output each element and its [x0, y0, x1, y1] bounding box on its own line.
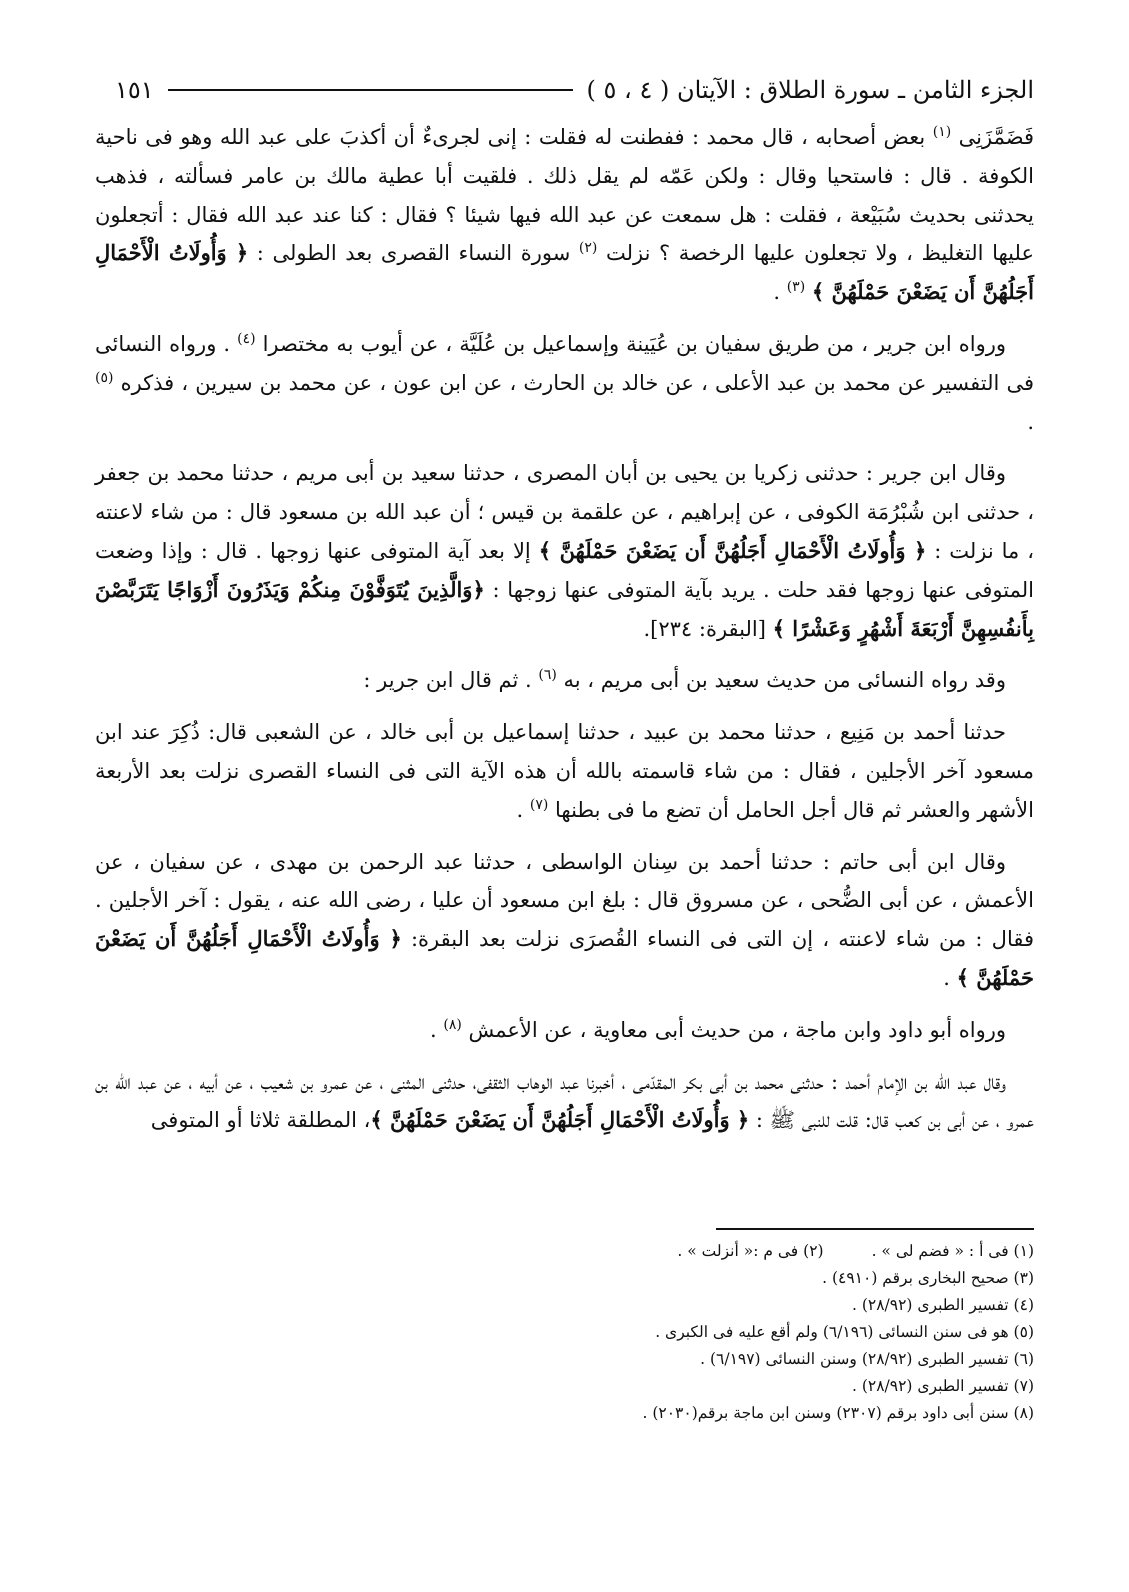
footnote-ref: (١): [932, 124, 952, 140]
footnote-6: (٦) تفسير الطبرى (٢٨/٩٢) وسنن النسائى (٦/١٩٧) .: [700, 1350, 1034, 1368]
text-run: وقال عبد الله بن الإمام أحمد : حدثنى محمد بن أبى بكر المقدّمى ، أخبرنا عبد الوهاب الثقفى، حدثنى المثنى ، عن عمرو بن شعيب ، عن أبيه ، عن عبد الله بن عمرو ، عن أبى بن كعب قال: قلت للنبى ﷺ :: [95, 1069, 1034, 1133]
footnote-7: (٧) تفسير الطبرى (٢٨/٩٢) .: [851, 1377, 1034, 1395]
quran-quote: ﴿ وَأُولَاتُ الْأَحْمَالِ أَجَلُهُنَّ أَن يَضَعْنَ حَمْلَهُنَّ ﴾: [95, 926, 1034, 990]
text-run: ورواه ابن جرير ، من طريق سفيان بن عُيَينة وإسماعيل بن عُلَيَّة ، عن أيوب به مختصرا: [255, 331, 1006, 356]
text-run: .: [1027, 409, 1034, 434]
text-run: حدثنا أحمد بن مَنِيع ، حدثنا محمد بن عبيد ، حدثنا إسماعيل بن أبى خالد ، عن الشعبى قال: ذُكِرَ عند ابن مسعود آخر الأجلين ، فقال : من شاء قاسمته بالله أن هذه الآية التى فى النساء القصرى نزلت بعد الأربعة الأشهر والعشر ثم قال أجل الحامل أن تضع ما فى بطنها: [95, 720, 1034, 822]
footnote-4: (٤) تفسير الطبرى (٢٨/٩٢) .: [851, 1296, 1034, 1314]
text-run: . ثم قال ابن جرير :: [363, 668, 539, 693]
header-title: الجزء الثامن ـ سورة الطلاق : الآيتان ( ٤ ، ٥ ): [586, 76, 1034, 104]
text-run: [البقرة: ٢٣٤].: [643, 616, 773, 641]
text-run: [805, 280, 812, 304]
paragraph: [95, 454, 1034, 648]
paragraph: [95, 661, 1034, 700]
quran-quote: ﴿وَالَّذِينَ يُتَوَفَّوْنَ مِنكُمْ وَيَذَرُونَ أَزْوَاجًا يَتَرَبَّصْنَ بِأَنفُسِهِنَّ أَرْبَعَةَ أَشْهُرٍ وَعَشْرًا ﴾: [95, 576, 1034, 641]
footnote-5: (٥) هو فى سنن النسائى (٦/١٩٦) ولم أقع عليه فى الكبرى .: [655, 1323, 1034, 1341]
paragraph: [95, 1011, 1034, 1050]
page-number: ١٥١: [115, 76, 154, 104]
footnote-ref: (٦): [538, 667, 557, 684]
footnote-ref: (٥): [95, 369, 114, 386]
footnote-line: [95, 1346, 1034, 1373]
text-run: وقد رواه النسائى من حديث سعيد بن أبى مريم ، به: [556, 668, 1006, 693]
footnote-2: (٢) فى م :« أنزلت » .: [677, 1242, 824, 1260]
footnote-line: [95, 1238, 1034, 1265]
text-run: . ورواه النسائى فى التفسير عن محمد بن عبد الأعلى ، عن خالد بن الحارث ، عن ابن عون ، عن محمد بن سيرين ، فذكره: [95, 331, 1034, 395]
text-run: .: [429, 1017, 444, 1042]
text-run: سورة النساء القصرى بعد الطولى :: [248, 241, 579, 266]
footnote-line: [95, 1400, 1034, 1427]
text-run: .: [943, 965, 957, 990]
footnote-8: (٨) سنن أبى داود برقم (٢٣٠٧) وسنن ابن ماجة برقم(٢٠٣٠) .: [642, 1404, 1034, 1422]
footnote-ref: (٣): [786, 279, 806, 296]
footnote-separator: [716, 1228, 1034, 1230]
footnote-ref: (٨): [443, 1016, 462, 1033]
header-rule: [168, 89, 573, 91]
footnote-ref: (٤): [237, 330, 256, 347]
text-run: ورواه أبو داود وابن ماجة ، من حديث أبى معاوية ، عن الأعمش: [461, 1017, 1006, 1042]
text-run: وقال ابن جرير : حدثنى زكريا بن يحيى بن أبان المصرى ، حدثنا سعيد بن أبى مريم ، حدثنا محمد بن جعفر ، حدثنى ابن شُبْرُمَة الكوفى ، عن إبراهيم ، عن علقمة بن قيس ؛ أن عبد الله بن مسعود قال : من شاء لاعنته ، ما نزلت :: [95, 461, 1034, 563]
running-header: [115, 70, 1034, 110]
paragraph: [95, 118, 1034, 312]
footnote-ref: (٧): [529, 796, 549, 813]
footnote-line: [95, 1292, 1034, 1319]
footnote-line: [95, 1265, 1034, 1292]
text-run: .: [773, 280, 787, 305]
paragraph: [95, 713, 1034, 829]
paragraph: [95, 1063, 1034, 1141]
main-text: [95, 118, 1034, 1153]
text-run: وقال ابن أبى حاتم : حدثنا أحمد بن سِنان الواسطى ، حدثنا عبد الرحمن بن مهدى ، عن سفيان ، عن الأعمش ، عن أبى الضُّحى ، عن مسروق قال : بلغ ابن مسعود أن عليا ، رضى الله عنه ، يقول : آخر الأجلين . فقال : من شاء لاعنته ، إن التى فى النساء القُصرَى نزلت بعد البقرة:: [95, 849, 1034, 952]
footnote-3: (٣) صحيح البخارى برقم (٤٩١٠) .: [822, 1269, 1034, 1287]
quran-quote: ﴿ وَأُولَاتُ الْأَحْمَالِ أَجَلُهُنَّ أَن يَضَعْنَ حَمْلَهُنَّ ﴾: [538, 537, 927, 563]
footnote-line: [95, 1373, 1034, 1400]
quran-quote: ﴿ وَأُولَاتُ الْأَحْمَالِ أَجَلُهُنَّ أَن يَضَعْنَ حَمْلَهُنَّ ﴾: [95, 240, 1034, 305]
footnote-ref: (٢): [578, 240, 598, 257]
text-run: فَضَمَّزَنِى: [951, 125, 1034, 149]
footnotes: [95, 1238, 1034, 1427]
paragraph: [95, 325, 1034, 441]
footnote-line: [95, 1319, 1034, 1346]
text-run: .: [516, 797, 530, 822]
quran-quote: ﴿ وَأُولَاتُ الْأَحْمَالِ أَجَلُهُنَّ أَن يَضَعْنَ حَمْلَهُنَّ ﴾: [370, 1107, 750, 1133]
text-run: بعض أصحابه ، قال محمد : ففطنت له فقلت : إنى لجرىءٌ أن أكذبَ على عبد الله وهو فى ناحية الكوفة . قال : فاستحيا وقال : ولكن عَمّه لم يقل ذلك . فلقيت أبا عطية مالك بن عامر فسألته ، فذهب يحدثنى بحديث سُبَيْعة ، فقلت : هل سمعت عن عبد الله فيها شيئا ؟ فقال : كنا عند عبد الله فقال : أتجعلون عليها التغليظ ، ولا تجعلون عليها الرخصة ؟ نزلت: [95, 125, 1034, 266]
text-run: إلا بعد آية المتوفى عنها زوجها . قال : وإذا وضعت المتوفى عنها زوجها فقد حلت . يريد بآية المتوفى عنها زوجها :: [95, 538, 1034, 602]
text-run: ، المطلقة ثلاثا أو المتوفى: [150, 1108, 371, 1133]
paragraph: [95, 843, 1034, 998]
footnote-1: (١) فى أ : « فضم لى » .: [871, 1242, 1034, 1260]
